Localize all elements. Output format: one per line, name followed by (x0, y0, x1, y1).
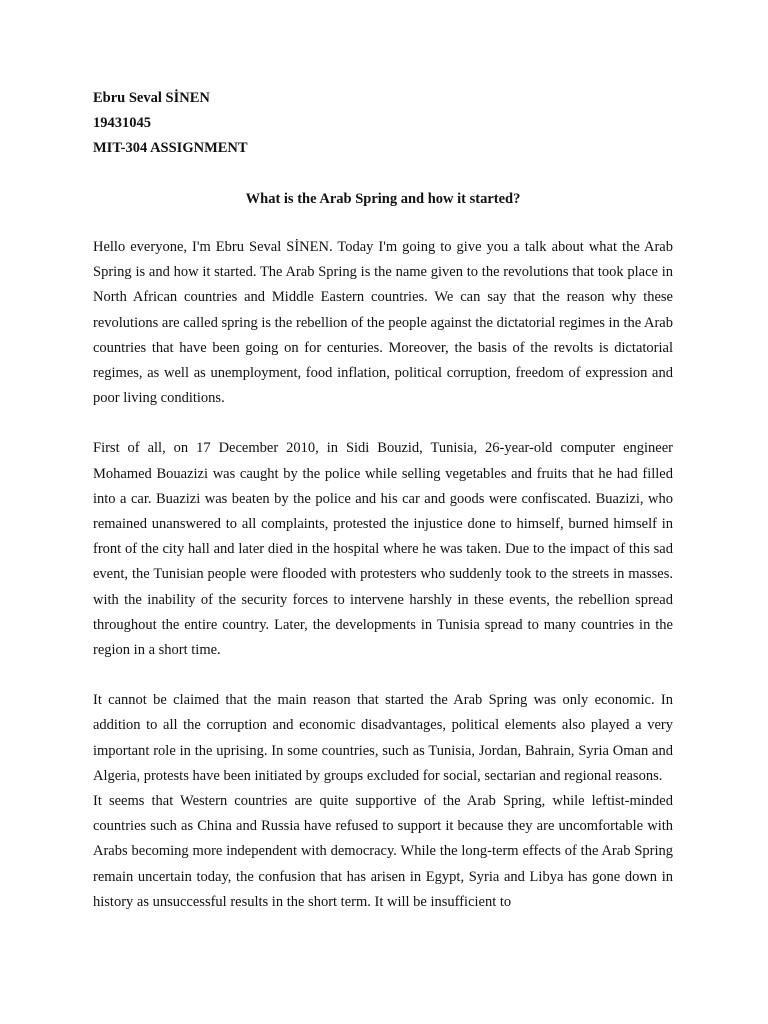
document-page (93, 86, 673, 915)
paragraph-causes: It cannot be claimed that the main reason that started the Arab Spring was only economic. In addition to all the corruption and economic disadvantages, political elements also played a very important role in the uprising. In some countries, such as Tunisia, Jordan, Bahrain, Syria Oman and Algeria, protests have been initiated by groups excluded for social, sectarian and regional reasons. (93, 692, 673, 784)
paragraph-origin: First of all, on 17 December 2010, in Sidi Bouzid, Tunisia, 26-year-old computer engineer Mohamed Bouazizi was caught by the police while selling vegetables and fruits that he had filled into a car. Buazizi was beaten by the police and his car and goods were confiscated. Buazizi, who remained unanswered to all complaints, protested the injustice done to himself, burned himself in front of the city hall and later died in the hospital where he was taken. Due to the impact of this sad event, the Tunisian people were flooded with protesters who suddenly took to the streets in masses. with the inability of the security forces to intervene harshly in these events, the rebellion spread throughout the entire country. Later, the developments in Tunisia spread to many countries in the region in a short time. (93, 440, 673, 659)
paragraph-international: It seems that Western countries are quite supportive of the Arab Spring, while leftist-minded countries such as China and Russia have refused to support it because they are uncomfortable with Arabs becoming more independent with democracy. While the long-term effects of the Arab Spring remain uncertain today, the confusion that has arisen in Egypt, Syria and Libya has gone down in history as unsuccessful results in the short term. It will be insufficient to (93, 793, 673, 910)
course-code: MIT-304 ASSIGNMENT (93, 140, 248, 156)
author-name: Ebru Seval SİNEN (93, 90, 210, 106)
student-id: 19431045 (93, 115, 151, 131)
document-title: What is the Arab Spring and how it started? (245, 191, 521, 207)
paragraph-intro: Hello everyone, I'm Ebru Seval SİNEN. Today I'm going to give you a talk about what the Arab Spring is and how it started. The Arab Spring is the name given to the revolutions that took place in North African countries and Middle Eastern countries. We can say that the reason why these revolutions are called spring is the rebellion of the people against the dictatorial regimes in the Arab countries that have been going on for centuries. Moreover, the basis of the revolts is dictatorial regimes, as well as unemployment, food inflation, political corruption, freedom of expression and poor living conditions. (93, 239, 673, 407)
